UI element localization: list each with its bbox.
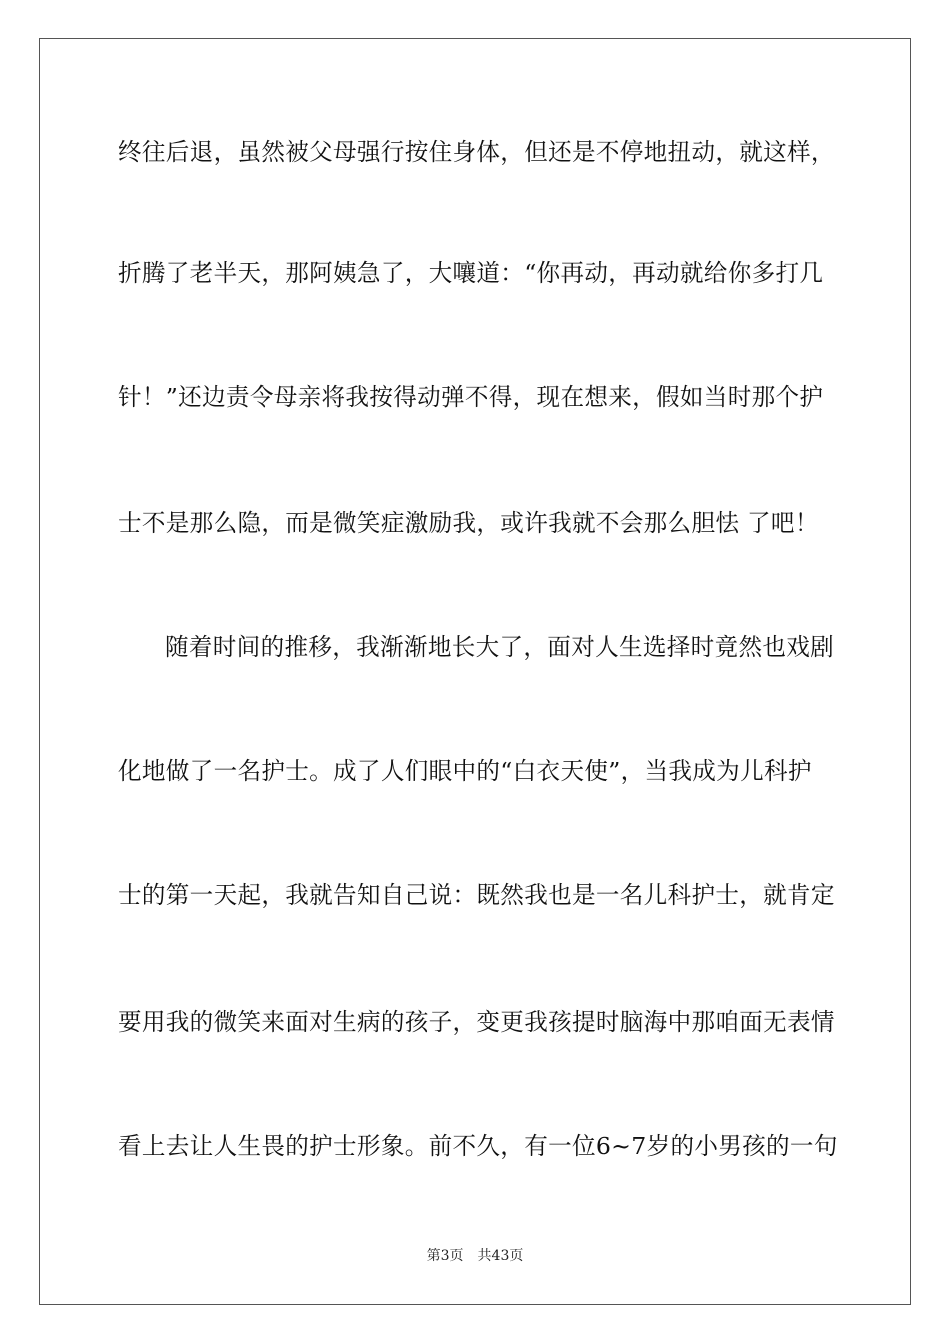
text-line: 要用我的微笑来面对生病的孩子，变更我孩提时脑海中那咱面无表情 bbox=[118, 1008, 835, 1036]
text-line: 化地做了一名护士。成了人们眼中的“白衣天使”，当我成为儿科护 bbox=[118, 757, 812, 785]
page-number: 第3页 bbox=[426, 1248, 464, 1264]
text-line: 针！”还边责令母亲将我按得动弹不得，现在想来，假如当时那个护 bbox=[118, 383, 824, 411]
text-line: 终往后退，虽然被父母强行按住身体，但还是不停地扭动，就这样， bbox=[118, 138, 835, 166]
page-border bbox=[39, 38, 911, 1305]
text-line: 士的第一天起，我就告知自己说：既然我也是一名儿科护士，就肯定 bbox=[118, 881, 835, 909]
text-line: 看上去让人生畏的护士形象。前不久，有一位6~7岁的小男孩的一句 bbox=[118, 1132, 838, 1160]
text-line: 士不是那么隐，而是微笑症激励我，或许我就不会那么胆怯 了吧！ bbox=[118, 509, 819, 537]
page-footer bbox=[0, 1247, 950, 1265]
text-line: 折腾了老半天，那阿姨急了，大嚷道：“你再动，再动就给你多打几 bbox=[118, 259, 824, 287]
paragraph-first-line: 随着时间的推移，我渐渐地长大了，面对人生选择时竟然也戏剧 bbox=[165, 633, 835, 661]
total-pages: 共43页 bbox=[477, 1248, 524, 1264]
